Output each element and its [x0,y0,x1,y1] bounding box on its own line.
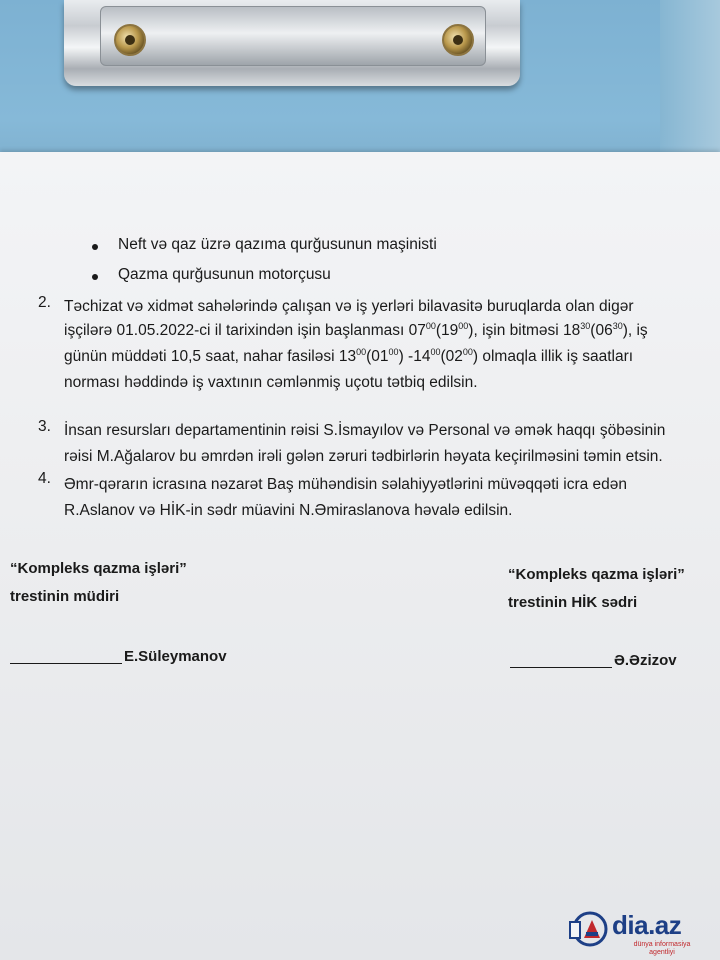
item-number: 4. [38,470,51,487]
item-3-line-1: İnsan resursları departamentinin rəisi S.İsmayılov və Personal və əmək haqqı şöbəsinin [64,422,666,439]
clipboard-clip [64,0,520,86]
signature-left-name: E.Süleymanov [124,648,227,665]
dia-logo-icon [566,908,608,950]
document-page [0,152,720,960]
item-3-line-2: rəisi M.Ağalarov bu əmrdən irəli gələn zəruri tədbirlərin həyata keçirilməsini təmin etsin. [64,448,663,465]
bullet-icon [92,274,98,280]
signature-line-left [10,663,122,664]
item-2-line-3: günün müddəti 10,5 saat, nahar fasiləsi $13^{00}(01^{00})$ $-14^{00}(02^{00})$ olmaqla illik iş saatları [64,346,634,365]
bullet-item: Qazma qurğusunun motorçusu [118,266,331,283]
signature-line-right [510,667,612,668]
watermark-brand: dia.az [612,910,682,940]
clipboard-edge [660,0,720,160]
signature-right-title: trestinin HİK sədri [508,594,638,611]
item-number: 3. [38,418,51,435]
clip-rivet-right [442,24,474,56]
item-number: 2. [38,294,51,311]
signature-right-org: “Kompleks qazma işləri” [508,566,685,583]
item-4-line-2: R.Aslanov və HİK-in sədr müavini N.Əmiraslanova həvalə edilsin. [64,502,513,519]
signature-left-title: trestinin müdiri [10,588,120,605]
bullet-icon [92,244,98,250]
clip-rivet-left [114,24,146,56]
clip-plate [100,6,486,66]
signature-right-name: Ə.Əzizov [614,652,677,669]
bullet-item: Neft və qaz üzrə qazıma qurğusunun maşinisti [118,236,437,253]
item-2-line-4: norması həddində iş vaxtının cəmlənmiş uçotu tətbiq edilsin. [64,374,478,391]
item-2-line-2: işçilərə 01.05.2022-ci il tarixindən işin başlanması $07^{00}(19^{00})$, işin bitməsi $18^{30}(06^{30})$, iş [64,320,648,339]
item-4-line-1: Əmr-qərarın icrasına nəzarət Baş mühəndisin səlahiyyətlərini müvəqqəti icra edən [64,476,628,493]
watermark-tagline: dünya informasiya agentliyi [633,941,691,956]
signature-left-org: “Kompleks qazma işləri” [10,560,187,577]
item-2-line-1: Təchizat və xidmət sahələrində çalışan və iş yerləri bilavasitə buruqlarda olan digər [64,298,634,315]
